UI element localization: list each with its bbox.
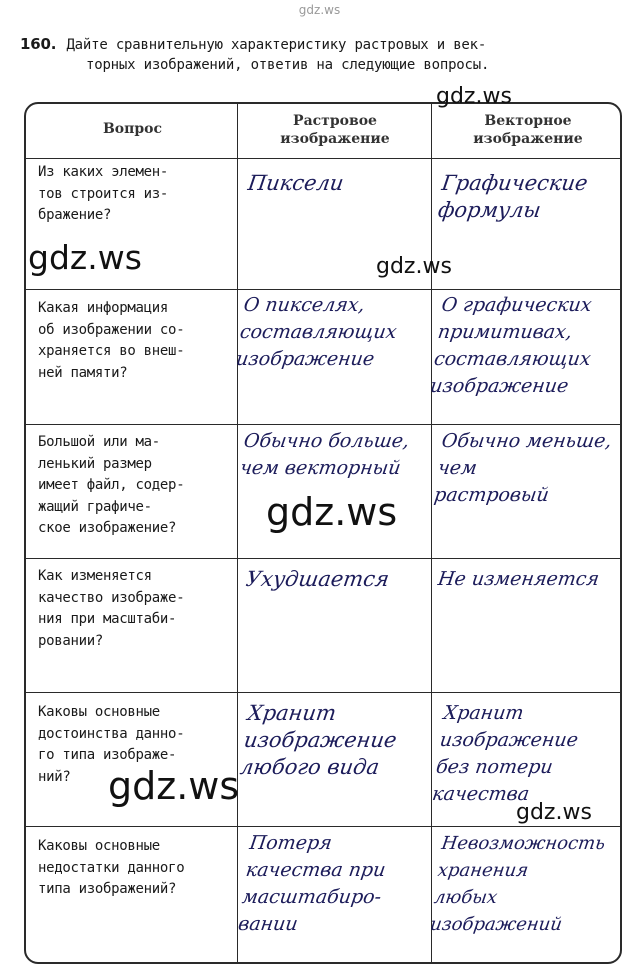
watermark: gdz.ws bbox=[108, 764, 240, 808]
vector-answer: Графические формулы bbox=[436, 171, 590, 222]
vector-answer: Хранит изображение без потери качества bbox=[430, 702, 580, 805]
question-cell: Из каких элемен- тов строится из- бражение? bbox=[38, 164, 169, 223]
watermark-top: gdz.ws bbox=[298, 3, 341, 17]
raster-answer: Хранит изображение любого вида bbox=[238, 701, 399, 779]
question-cell: Каковы основные достоинства данно- го типа изображе- ний? bbox=[38, 704, 185, 785]
raster-answer: Потеря качества при масштабиро- вании bbox=[236, 832, 387, 935]
raster-answer: Обычно больше, чем векторный bbox=[238, 430, 411, 479]
task-line-2: торных изображений, ответив на следующие вопросы. bbox=[86, 57, 490, 73]
vector-answer: Не изменяется bbox=[436, 568, 601, 590]
question-cell: Какая информация об изображении со- храняется во внеш- ней памяти? bbox=[38, 300, 185, 381]
task-line-1: Дайте сравнительную характеристику растровых и век- bbox=[66, 37, 487, 53]
task-number: 160. bbox=[20, 35, 57, 53]
row-divider-2 bbox=[26, 424, 620, 425]
question-cell: Каковы основные недостатки данного типа изображений? bbox=[38, 838, 185, 897]
question-cell: Большой или ма- ленький размер имеет файл, содер- жащий графиче- ское изображение? bbox=[38, 434, 185, 536]
watermark: gdz.ws bbox=[516, 800, 592, 825]
vector-answer: О графических примитивах, составляющих изображение bbox=[428, 294, 594, 397]
header-vector: Векторное изображение bbox=[473, 113, 583, 147]
raster-answer: Ухудшается bbox=[244, 567, 391, 591]
row-divider-header bbox=[26, 158, 620, 159]
raster-answer: Пиксели bbox=[246, 171, 346, 195]
watermark: gdz.ws bbox=[376, 254, 452, 279]
question-cell: Как изменяется качество изображе- ния при масштаби- ровании? bbox=[38, 568, 185, 649]
row-divider-3 bbox=[26, 558, 620, 559]
raster-answer: О пикселях, составляющих изображение bbox=[234, 294, 399, 370]
vector-answer: Невозможность хранения любых изображений bbox=[428, 833, 607, 935]
watermark: gdz.ws bbox=[436, 84, 512, 109]
column-divider-1 bbox=[237, 104, 238, 962]
row-divider-5 bbox=[26, 826, 620, 827]
vector-answer: Обычно меньше, чем растровый bbox=[432, 430, 614, 506]
header-question: Вопрос bbox=[102, 121, 163, 137]
row-divider-4 bbox=[26, 692, 620, 693]
task-text bbox=[20, 34, 620, 75]
watermark: gdz.ws bbox=[28, 238, 142, 277]
row-divider-1 bbox=[26, 289, 620, 290]
header-raster: Растровое изображение bbox=[280, 113, 390, 147]
watermark: gdz.ws bbox=[266, 490, 398, 534]
